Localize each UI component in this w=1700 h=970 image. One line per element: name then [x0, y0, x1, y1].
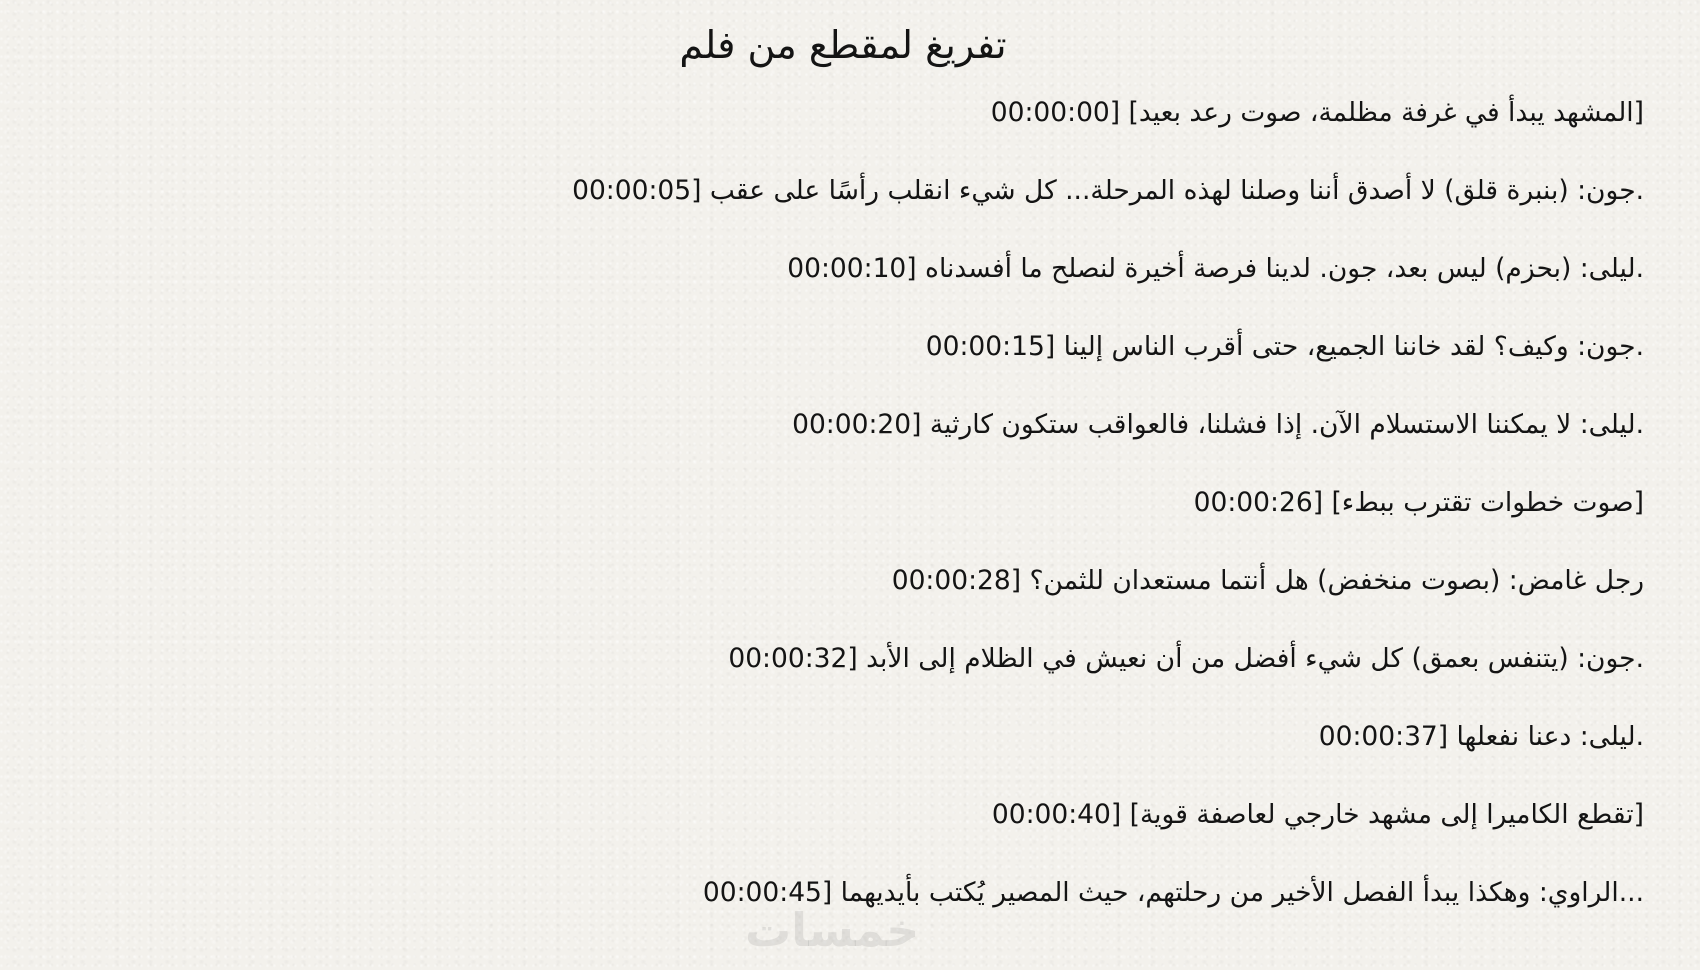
transcript-line: [تقطع الكاميرا إلى مشهد خارجي لعاصفة قوية] [00:00:40	[991, 799, 1644, 830]
transcript-line: [المشهد يبدأ في غرفة مظلمة، صوت رعد بعيد] [00:00:00	[990, 97, 1644, 128]
transcript-line: .جون: (يتنفس بعمق) كل شيء أفضل من أن نعيش في الظلام إلى الأبد [00:00:32	[728, 643, 1644, 674]
transcript-line: .جون: وكيف؟ لقد خاننا الجميع، حتى أقرب الناس إلينا [00:00:15	[925, 331, 1644, 362]
transcript-line: [صوت خطوات تقترب ببطء] [00:00:26	[1193, 487, 1644, 518]
transcript-list	[544, 86, 1644, 944]
transcript-line: .ليلى: دعنا نفعلها [00:00:37	[1318, 721, 1644, 752]
document-title-text: تفريغ لمقطع من فلم	[679, 23, 1007, 67]
transcript-line: ...الراوي: وهكذا يبدأ الفصل الأخير من رحلتهم، حيث المصير يُكتب بأيديهما [00:00:45	[702, 877, 1644, 908]
transcript-line: رجل غامض: (بصوت منخفض) هل أنتما مستعدان للثمن؟ [00:00:28	[891, 565, 1644, 596]
document-title	[0, 14, 1700, 76]
watermark-logo: خمسات	[745, 903, 920, 957]
transcript-line: .ليلى: لا يمكننا الاستسلام الآن. إذا فشلنا، فالعواقب ستكون كارثية [00:00:20	[792, 409, 1644, 440]
transcript-line: .جون: (بنبرة قلق) لا أصدق أننا وصلنا لهذه المرحلة... كل شيء انقلب رأسًا على عقب [00:00:05	[572, 175, 1644, 206]
transcript-line: .ليلى: (بحزم) ليس بعد، جون. لدينا فرصة أخيرة لنصلح ما أفسدناه [00:00:10	[787, 253, 1644, 284]
